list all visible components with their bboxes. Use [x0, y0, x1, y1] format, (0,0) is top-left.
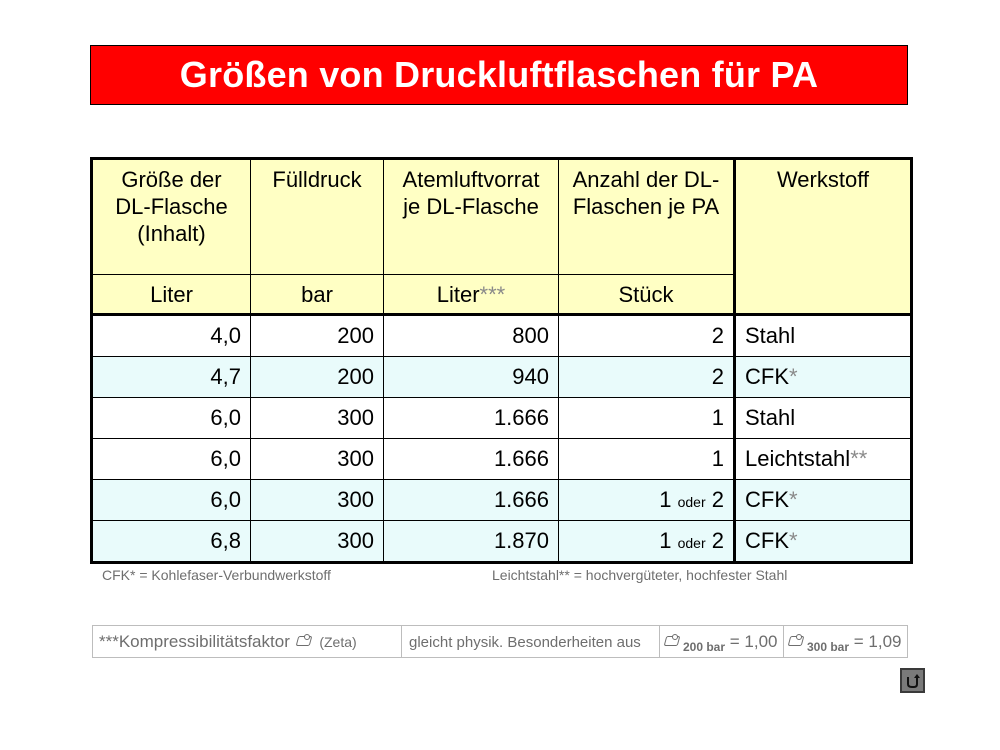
cell-air: 1.870: [384, 521, 559, 563]
header-size: Größe der DL-Flasche (Inhalt): [92, 159, 251, 275]
cell-pressure: 300: [251, 439, 384, 480]
footnote-cfk: CFK* = Kohlefaser-Verbundwerkstoff: [102, 567, 331, 583]
unit-count: Stück: [559, 275, 735, 315]
divider: [659, 626, 660, 657]
unit-size: Liter: [92, 275, 251, 315]
cell-count: 2: [559, 315, 735, 357]
cell-pressure: 200: [251, 315, 384, 357]
cell-air: 1.666: [384, 439, 559, 480]
return-arrow-icon: [904, 672, 921, 689]
cell-air: 940: [384, 357, 559, 398]
unit-pressure: bar: [251, 275, 384, 315]
table-row: [92, 357, 912, 398]
cell-pressure: 300: [251, 480, 384, 521]
cell-size: 4,7: [92, 357, 251, 398]
compressibility-300: $_{300 bar}$ = 1,09: [787, 632, 902, 654]
cell-material: Leichtstahl**: [735, 439, 912, 480]
cell-material: CFK*: [735, 480, 912, 521]
divider: [783, 626, 784, 657]
zeta-symbol-icon: [787, 634, 807, 648]
compressibility-label: ***Kompressibilitätsfaktor (Zeta): [99, 632, 357, 651]
table-row: [92, 521, 912, 563]
cell-count: 1: [559, 439, 735, 480]
compressibility-200: $_{200 bar}$ = 1,00: [663, 632, 778, 654]
compressibility-box: [92, 625, 908, 658]
cell-count: 2: [559, 357, 735, 398]
cell-size: 6,0: [92, 480, 251, 521]
cylinder-table: [90, 157, 913, 564]
cell-material: Stahl: [735, 315, 912, 357]
cell-size: 6,8: [92, 521, 251, 563]
compressibility-text: gleicht physik. Besonderheiten aus: [409, 634, 641, 651]
header-row: [92, 159, 912, 275]
unit-air: Liter***: [384, 275, 559, 315]
cell-air: 800: [384, 315, 559, 357]
cell-count: 1 oder 2: [559, 480, 735, 521]
table-row: [92, 480, 912, 521]
divider: [401, 626, 402, 657]
cell-size: 4,0: [92, 315, 251, 357]
cell-air: 1.666: [384, 398, 559, 439]
cell-count: 1: [559, 398, 735, 439]
cell-pressure: 200: [251, 357, 384, 398]
header-material: Werkstoff: [735, 159, 912, 315]
cell-size: 6,0: [92, 398, 251, 439]
cell-air: 1.666: [384, 480, 559, 521]
cell-size: 6,0: [92, 439, 251, 480]
header-pressure: Fülldruck: [251, 159, 384, 275]
cell-pressure: 300: [251, 521, 384, 563]
table-row: [92, 398, 912, 439]
cell-material: CFK*: [735, 357, 912, 398]
header-air: Atemluftvorrat je DL-Flasche: [384, 159, 559, 275]
header-count: Anzahl der DL-Flaschen je PA: [559, 159, 735, 275]
footnote-leichtstahl: Leichtstahl** = hochvergüteter, hochfester Stahl: [492, 567, 788, 583]
cell-material: CFK*: [735, 521, 912, 563]
zeta-symbol-icon: [663, 634, 683, 648]
back-button[interactable]: [900, 668, 925, 693]
table-row: [92, 439, 912, 480]
page-title: Größen von Druckluftflaschen für PA: [179, 54, 819, 95]
cell-count: 1 oder 2: [559, 521, 735, 563]
zeta-symbol-icon: [295, 634, 315, 648]
title-banner: [90, 45, 908, 105]
cell-material: Stahl: [735, 398, 912, 439]
cell-pressure: 300: [251, 398, 384, 439]
table-row: [92, 315, 912, 357]
